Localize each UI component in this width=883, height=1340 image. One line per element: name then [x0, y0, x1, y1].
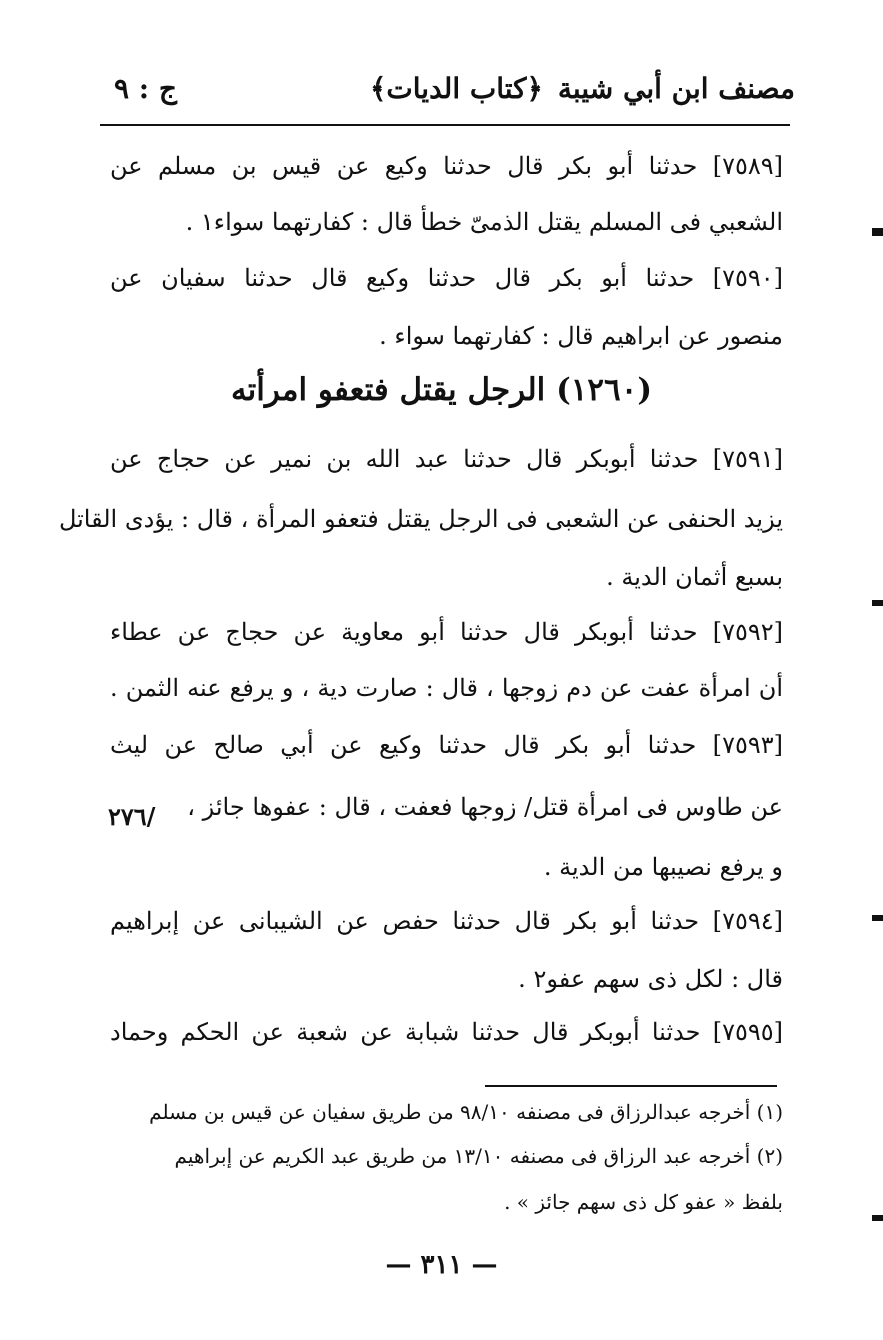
footnote: (٢) أخرجه عبد الرزاق فى مصنفه ١٣/١٠ من طريق عبد الكريم عن إبراهيم — [174, 1144, 783, 1168]
footnote: بلفظ « عفو كل ذى سهم جائز » . — [504, 1190, 783, 1214]
footnote: (١) أخرجه عبدالرزاق فى مصنفه ٩٨/١٠ من طريق سفيان عن قيس بن مسلم — [149, 1100, 783, 1124]
text-line: [٧٥٨٩] حدثنا أبو بكر قال حدثنا وكيع عن قيس بن مسلم عن — [110, 152, 783, 180]
text-line: [٧٥٩٥] حدثنا أبوبكر قال حدثنا شبابة عن شعبة عن الحكم وحماد — [110, 1018, 783, 1046]
text-line: أن امرأة عفت عن دم زوجها ، قال : صارت دية ، و يرفع عنه الثمن . — [110, 674, 783, 702]
text-line: [٧٥٩٤] حدثنا أبو بكر قال حدثنا حفص عن الشيبانى عن إبراهيم — [110, 907, 783, 935]
text-line: [٧٥٩٢] حدثنا أبوبكر قال حدثنا أبو معاوية عن حجاج عن عطاء — [110, 618, 783, 646]
scan-edge-mark — [872, 228, 883, 236]
text-line: الشعبي فى المسلم يقتل الذمىّ خطأ قال : كفارتهما سواء١ . — [185, 208, 783, 236]
text-line: قال : لكل ذى سهم عفو٢ . — [518, 965, 783, 993]
book-title: مصنف ابن أبي شيبة — [557, 72, 795, 105]
text-line: [٧٥٩٣] حدثنا أبو بكر قال حدثنا وكيع عن أبي صالح عن ليث — [110, 731, 783, 759]
text-line: [٧٥٩٠] حدثنا أبو بكر قال حدثنا وكيع قال حدثنا سفيان عن — [110, 264, 783, 292]
text-line: و يرفع نصيبها من الدية . — [543, 853, 783, 881]
volume-number: ج : ٩ — [114, 72, 177, 105]
footnote-divider — [485, 1085, 777, 1087]
margin-page-reference: ٢٧٦/ — [108, 802, 156, 831]
page-number: — ٣١١ — — [385, 1250, 498, 1280]
page-header — [100, 68, 795, 118]
scan-edge-mark — [872, 600, 883, 606]
text-line: بسبع أثمان الدية . — [606, 563, 783, 591]
text-line: عن طاوس فى امرأة قتل/ زوجها فعفت ، قال : عفوها جائز ، — [187, 793, 783, 821]
chapter-name: ﴿كتاب الديات﴾ — [370, 72, 543, 105]
scan-edge-mark — [872, 1215, 883, 1221]
header-divider — [100, 124, 790, 126]
text-line: يزيد الحنفى عن الشعبى فى الرجل يقتل فتعفو المرأة ، قال : يؤدى القاتل — [58, 505, 783, 533]
text-line: منصور عن ابراهيم قال : كفارتهما سواء . — [379, 322, 783, 350]
text-line: [٧٥٩١] حدثنا أبوبكر قال حدثنا عبد الله بن نمير عن حجاج عن — [110, 445, 783, 473]
chapter-heading: (١٢٦٠) الرجل يقتل فتعفو امرأته — [230, 372, 653, 408]
scan-edge-mark — [872, 915, 883, 921]
